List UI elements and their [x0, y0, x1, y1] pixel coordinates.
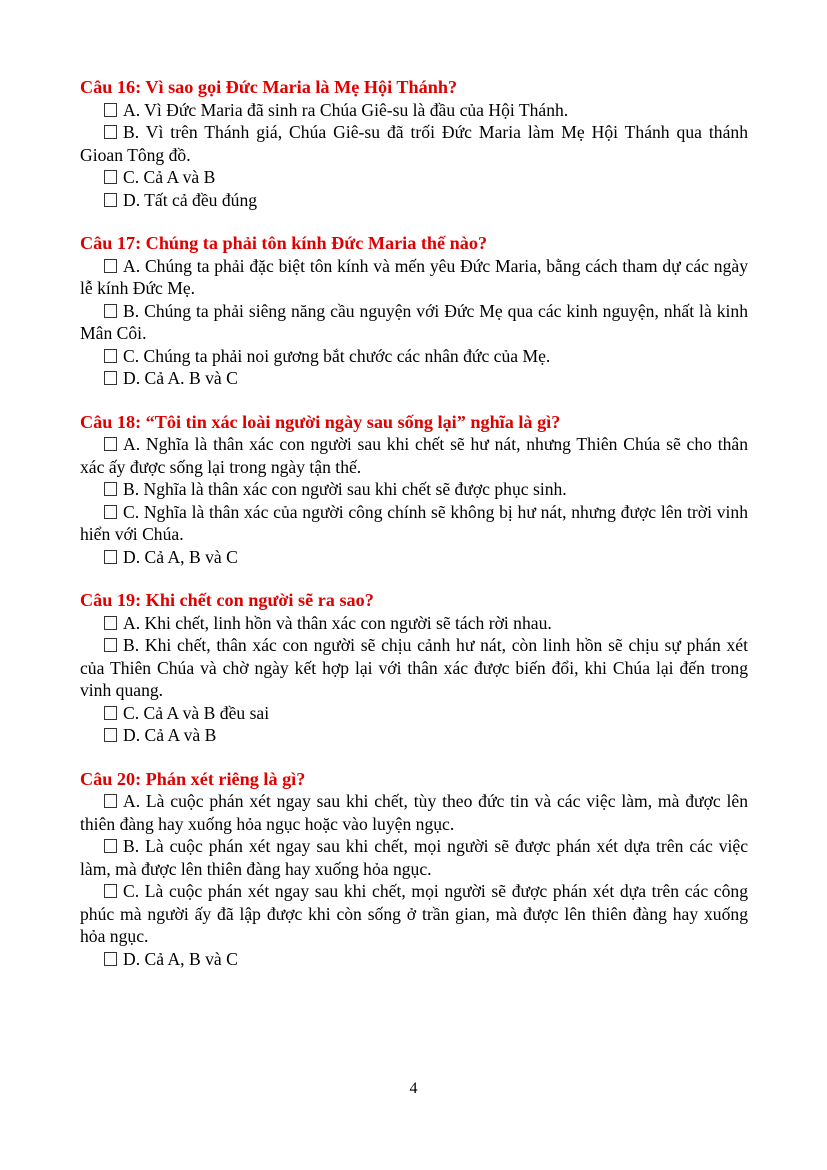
option-c	[80, 702, 748, 725]
option-d	[80, 189, 748, 212]
option-c	[80, 345, 748, 368]
option-text: B. Nghĩa là thân xác con người sau khi chết sẽ được phục sinh.	[123, 479, 567, 499]
option-text: C. Cả A và B đều sai	[123, 702, 270, 723]
checkbox-icon[interactable]	[104, 371, 117, 385]
option-b	[80, 835, 748, 880]
option-text: B. Vì trên Thánh giá, Chúa Giê-su đã trối Đức Maria làm Mẹ Hội Thánh qua thánh Gioan Tông đồ.	[80, 122, 748, 165]
option-a	[80, 790, 748, 835]
option-text: A. Vì Đức Maria đã sinh ra Chúa Giê-su là đầu của Hội Thánh.	[123, 99, 569, 120]
option-d	[80, 948, 748, 971]
document-page	[80, 76, 748, 991]
option-text: D. Cả A và B	[123, 725, 217, 745]
option-a	[80, 99, 748, 122]
option-text: C. Nghĩa là thân xác của người công chính sẽ không bị hư nát, nhưng được lên trời vinh hiển với Chúa.	[80, 501, 748, 544]
option-text: D. Cả A, B và C	[123, 948, 238, 969]
option-c	[80, 166, 748, 189]
option-a	[80, 433, 748, 478]
checkbox-icon[interactable]	[104, 482, 117, 496]
option-a	[80, 255, 748, 300]
question-title: Câu 19: Khi chết con người sẽ ra sao?	[80, 590, 374, 610]
question-title: Câu 20: Phán xét riêng là gì?	[80, 768, 306, 789]
option-text: A. Nghĩa là thân xác con người sau khi chết sẽ hư nát, nhưng Thiên Chúa sẽ cho thân xác ấy được sống lại trong ngày tận thế.	[80, 434, 748, 477]
page-number: 4	[409, 1080, 418, 1097]
option-c	[80, 501, 748, 546]
option-text: D. Cả A, B và C	[123, 546, 238, 567]
option-text: C. Cả A và B	[123, 167, 216, 187]
checkbox-icon[interactable]	[104, 437, 117, 451]
question-17	[80, 232, 748, 390]
checkbox-icon[interactable]	[104, 616, 117, 630]
option-b	[80, 121, 748, 166]
checkbox-icon[interactable]	[104, 103, 117, 117]
option-text: A. Khi chết, linh hồn và thân xác con người sẽ tách rời nhau.	[123, 612, 552, 633]
checkbox-icon[interactable]	[104, 193, 117, 207]
question-16	[80, 76, 748, 211]
checkbox-icon[interactable]	[104, 170, 117, 184]
checkbox-icon[interactable]	[104, 638, 117, 652]
checkbox-icon[interactable]	[104, 706, 117, 720]
option-text: A. Là cuộc phán xét ngay sau khi chết, tùy theo đức tin và các việc làm, mà được lên thiên đàng hay xuống hỏa ngục hoặc vào luyện ngục.	[80, 791, 748, 834]
checkbox-icon[interactable]	[104, 349, 117, 363]
option-text: B. Khi chết, thân xác con người sẽ chịu cảnh hư nát, còn linh hồn sẽ chịu sự phán xét của Thiên Chúa và chờ ngày kết hợp lại với thân xác được biến đổi, khi Chúa lại đến trong vinh quang.	[80, 635, 748, 700]
question-title: Câu 17: Chúng ta phải tôn kính Đức Maria thế nào?	[80, 233, 488, 253]
option-a	[80, 612, 748, 635]
checkbox-icon[interactable]	[104, 505, 117, 519]
option-text: D. Tất cả đều đúng	[123, 189, 258, 210]
option-d	[80, 367, 748, 390]
checkbox-icon[interactable]	[104, 952, 117, 966]
checkbox-icon[interactable]	[104, 884, 117, 898]
option-text: C. Là cuộc phán xét ngay sau khi chết, mọi người sẽ được phán xét dựa trên các công phúc mà người ấy đã lập được khi còn sống ở trần gian, mà được lên thiên đàng hay xuống hỏa ngục.	[80, 881, 748, 946]
checkbox-icon[interactable]	[104, 259, 117, 273]
option-d	[80, 546, 748, 569]
checkbox-icon[interactable]	[104, 839, 117, 853]
question-title: Câu 18: “Tôi tin xác loài người ngày sau sống lại” nghĩa là gì?	[80, 411, 561, 432]
option-b	[80, 478, 748, 501]
option-text: B. Là cuộc phán xét ngay sau khi chết, mọi người sẽ được phán xét dựa trên các việc làm, mà được lên thiên đàng hay xuống hỏa ngục.	[80, 836, 748, 879]
checkbox-icon[interactable]	[104, 728, 117, 742]
question-title: Câu 16: Vì sao gọi Đức Maria là Mẹ Hội Thánh?	[80, 77, 458, 97]
option-text: B. Chúng ta phải siêng năng cầu nguyện với Đức Mẹ qua các kinh nguyện, nhất là kinh Mân Côi.	[80, 300, 748, 343]
question-20	[80, 768, 748, 971]
checkbox-icon[interactable]	[104, 304, 117, 318]
option-d	[80, 724, 748, 747]
question-18	[80, 411, 748, 569]
option-text: D. Cả A. B và C	[123, 368, 238, 388]
checkbox-icon[interactable]	[104, 550, 117, 564]
option-b	[80, 300, 748, 345]
option-c	[80, 880, 748, 948]
option-text: A. Chúng ta phải đặc biệt tôn kính và mến yêu Đức Maria, bằng cách tham dự các ngày lễ kính Đức Mẹ.	[80, 255, 748, 298]
option-b	[80, 634, 748, 702]
checkbox-icon[interactable]	[104, 794, 117, 808]
checkbox-icon[interactable]	[104, 125, 117, 139]
option-text: C. Chúng ta phải noi gương bắt chước các nhân đức của Mẹ.	[123, 345, 551, 366]
question-19	[80, 589, 748, 747]
